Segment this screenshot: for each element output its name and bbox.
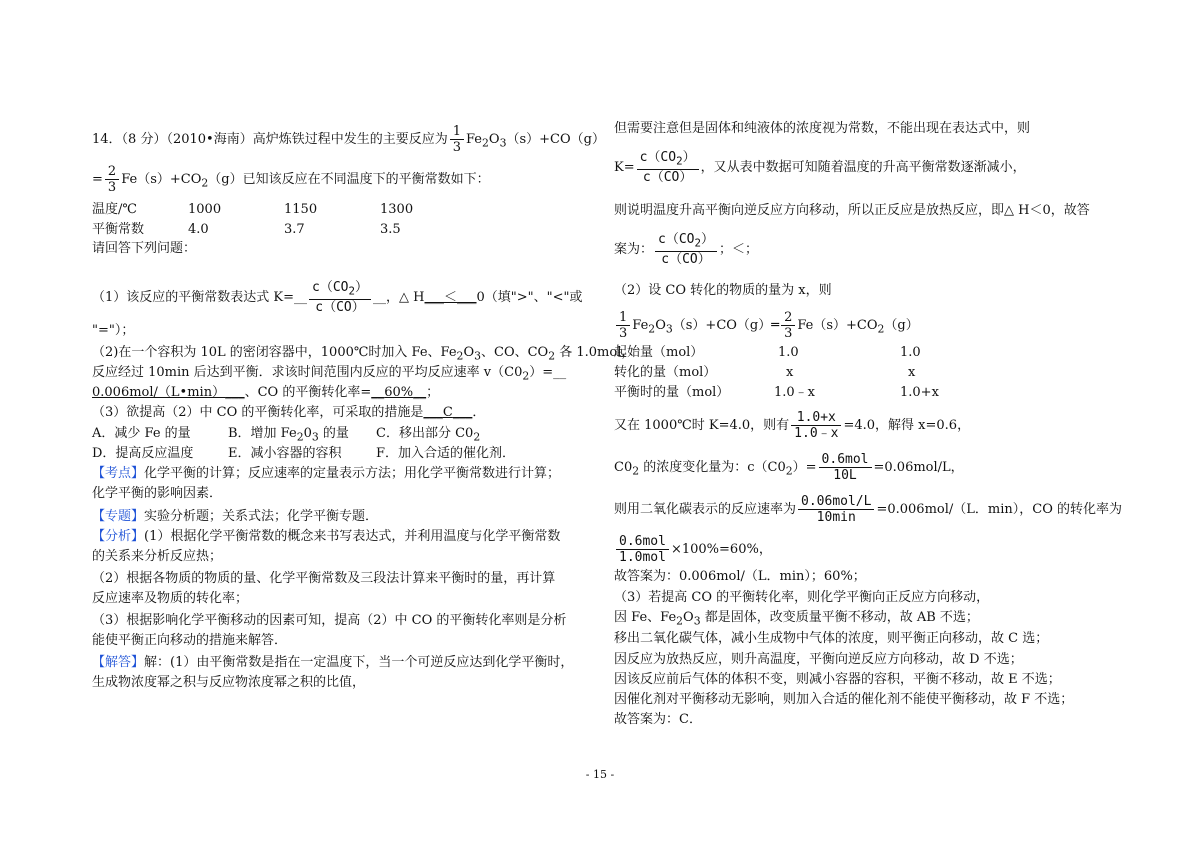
zhuanti-tag: 【专题】 bbox=[92, 509, 145, 524]
jieda-line-2: 生成物浓度幂之积与反应物浓度幂之积的比值， bbox=[92, 675, 366, 690]
concentration-fraction: $\frac{\text{0.6mol}}{10L}$ bbox=[819, 452, 872, 483]
k-ratio-fraction: $\frac{1.0+x}{1.0﹣x}$ bbox=[791, 410, 841, 441]
fenxi-line-1: 【分析】(1）根据化学平衡常数的概念来书写表达式，并利用温度与化学平衡常数 bbox=[92, 529, 561, 544]
part2-line-2: 反应经过 10min 后达到平衡．求该时间范围内反应的平均反应速率 $v(C0_2)=\_\_$ bbox=[92, 365, 567, 383]
part1-line-2: "="）； bbox=[92, 323, 135, 338]
jieda-line-1: 【解答】解：(1）由平衡常数是指在一定温度下，当一个可逆反应达到化学平衡时， bbox=[92, 655, 574, 670]
answer-line-5: （2）设 CO 转化的物质的量为 x，则 bbox=[614, 283, 832, 298]
rate-line: 则用二氧化碳表示的反应速率为 $\frac{\text{0.06mol/L}}{10\min}$ =0.006mol/（L．min），CO 的转化率为 bbox=[614, 494, 1122, 525]
answer-line-3: 则说明温度升高平衡向逆反应方向移动，所以正反应是放热反应，即△ H＜0，故答 bbox=[614, 203, 1090, 218]
reaction-equation: $\frac{1}{3}$ $Fe_2O_3(s)+CO(g)═$ $\frac{2}{3}$ $Fe(s)+CO_2(g)$ bbox=[614, 310, 919, 341]
answer-line-4: 案为： $\frac{c(CO_2)}{c(CO)}$ ；＜； bbox=[614, 232, 759, 267]
answer-line-1: 但需要注意但是固体和纯液体的浓度视为常数，不能出现在表达式中，则 bbox=[614, 121, 1031, 136]
fraction-two-thirds: $\frac{2}{3}$ bbox=[105, 164, 119, 195]
rate-fraction: $\frac{\text{0.06mol/L}}{10\min}$ bbox=[798, 494, 874, 525]
k-expression-final: $\frac{c(CO_2)}{c(CO)}$ bbox=[655, 232, 717, 267]
answer-line-14: 移出二氧化碳气体，减小生成物中气体的浓度，则平衡正向移动，故 C 选； bbox=[614, 631, 1049, 646]
question-line-2: = $\frac{2}{3}$ $Fe(s)+CO_2(g)$已知该反应在不同温度下的平衡常数如下： bbox=[92, 164, 490, 195]
conversion-line: $\frac{\text{0.6mol}}{\text{1.0mol}}$ ×100%=60%， bbox=[614, 534, 772, 565]
part3-line: （3）欲提高（2）中 CO 的平衡转化率，可采取的措施是___C___． bbox=[92, 405, 486, 420]
answer-line-15: 因反应为放热反应，则升高温度，平衡向逆反应方向移动，故 D 不选； bbox=[614, 652, 1023, 667]
fenxi-line-6: 能使平衡正向移动的措施来解答． bbox=[92, 633, 288, 648]
answer-line-13: 因 Fe、$Fe_2O_3$ 都是固体，改变质量平衡不移动，故 AB 不选； bbox=[614, 610, 979, 628]
question-line-1: 14．（8 分）（2010•海南）高炉炼铁过程中发生的主要反应为 $\frac{1}{3}$ $Fe_2O_3(s)+CO(g)$ bbox=[92, 124, 605, 155]
answer-line-12: （3）若提高 CO 的平衡转化率，则化学平衡向正反应方向移动， bbox=[614, 590, 990, 605]
fenxi-line-3: （2）根据各物质的物质的量、化学平衡常数及三段法计算来平衡时的量，再计算 bbox=[92, 571, 556, 586]
document-page: 14．（8 分）（2010•海南）高炉炼铁过程中发生的主要反应为 $\frac{1}{3}$ $Fe_2O_3(s)+CO(g)$ = $\frac{2}{3}$ $Fe(s)+CO_2(g)$已知该反应在不同温度下的平衡常数如下： 温度/℃ 1000 1150 1300 平衡常数 4.0 3.7 3.5 请回答下列问题： （1）该反应的平衡常数表达式 K=__ $\frac{c(CO_2)}{c(CO)}$ __，△ H___＜___0（填">"、"<"或 "="）； （2)在一个容积为 10L 的密闭容器中，1000℃时加入 Fe、$Fe_2O_3$、CO、$CO_2$ 各 1.0mol， 反应经过 10min 后达到平衡．求该时间范围内反应的平均反应速率 $v(C0_2)=\_\_$ 0.006mol/（L•min）___、CO 的平衡转化率=__60%__； （3）欲提高（2）中 CO 的平衡转化率，可采取的措施是___C___． A．减少 Fe 的量 B．增加 $Fe_20_3$ 的量 C．移出部分 $C0_2$ D．提高反应温度 E．减小容器的容积 F．加入合适的催化剂． 【考点】化学平衡的计算；反应速率的定量表示方法；用化学平衡常数进行计算； 化学平衡的影响因素． 【专题】实验分析题；关系式法；化学平衡专题． 【分析】(1）根据化学平衡常数的概念来书写表达式，并利用温度与化学平衡常数 的关系来分析反应热； （2）根据各物质的物质的量、化学平衡常数及三段法计算来平衡时的量，再计算 反应速率及物质的转化率； （3）根据影响化学平衡移动的因素可知，提高（2）中 CO 的平衡转化率则是分析 能使平衡正向移动的措施来解答． 【解答】解：(1）由平衡常数是指在一定温度下，当一个可逆反应达到化学平衡时， 生成物浓度幂之积与反应物浓度幂之积的比值， 但需要注意但是固体和纯液体的浓度视为常数，不能出现在表达式中，则 K= $\frac{c(CO_2)}{c(CO)}$ ，又从表中数据可知随着温度的升高平衡常数逐渐减小， 则说明温度升高平衡向逆反应方向移动，所以正反应是放热反应，即△ H＜0，故答 案为： $\frac{c(CO_2)}{c(CO)}$ ；＜； （2）设 CO 转化的物质的量为 x，则 $\frac{1}{3}$ $Fe_2O_3(s)+CO(g)═$ $\frac{2}{3}$ $Fe(s)+CO_2(g)$ 起始量（mol） 1.0 1.0 转化的量（mol） x x 平衡时的量（mol） 1.0﹣x 1.0+x 又在 1000℃时 K=4.0，则有 $\frac{1.0+x}{1.0﹣x}$ =4.0，解得 x=0.6， $C0_2$ 的浓度变化量为：$c(C0_2)=$ $\frac{\text{0.6mol}}{10L}$ =0.06mol/L， 则用二氧化碳表示的反应速率为 $\frac{\text{0.06mol/L}}{10\min}$ =0.006mol/（L．min），CO 的转化率为 $\frac{\text{0.6mol}}{\text{1.0mol}}$ ×100%=60%， 故答案为：0.006mol/（L．min）；60%； （3）若提高 CO 的平衡转化率，则化学平衡向正反应方向移动， 因 Fe、$Fe_2O_3$ 都是固体，改变质量平衡不移动，故 AB 不选； 移出二氧化碳气体，减小生成物中气体的浓度，则平衡正向移动，故 C 选； 因反应为放热反应，则升高温度，平衡向逆反应方向移动，故 D 不选； 因该反应前后气体的体积不变，则减小容器的容积，平衡不移动，故 E 不选； 因催化剂对平衡移动无影响，则加入合适的催化剂不能使平衡移动，故 F 不选； 故答案为：C． - 15 - bbox=[0, 0, 1200, 849]
zhuanti-line: 【专题】实验分析题；关系式法；化学平衡专题． bbox=[92, 509, 379, 524]
k-equation-line: 又在 1000℃时 K=4.0，则有 $\frac{1.0+x}{1.0﹣x}$ =4.0，解得 x=0.6， bbox=[614, 410, 971, 441]
fenxi-line-2: 的关系来分析反应热； bbox=[92, 549, 223, 564]
fenxi-tag: 【分析】 bbox=[92, 529, 145, 544]
kaodian-line-2: 化学平衡的影响因素． bbox=[92, 486, 223, 501]
answer-line-16: 因该反应前后气体的体积不变，则减小容器的容积，平衡不移动，故 E 不选； bbox=[614, 672, 1061, 687]
page-number: - 15 - bbox=[585, 768, 615, 781]
answer-line-11: 故答案为：0.006mol/（L．min）；60%； bbox=[614, 569, 866, 584]
part2-line-3: 0.006mol/（L•min）___、CO 的平衡转化率=__60%__； bbox=[92, 385, 440, 400]
ask-line: 请回答下列问题： bbox=[92, 241, 197, 256]
kaodian-tag: 【考点】 bbox=[92, 466, 145, 481]
conversion-fraction: $\frac{\text{0.6mol}}{\text{1.0mol}}$ bbox=[616, 534, 669, 565]
concentration-line: $C0_2$ 的浓度变化量为：$c(C0_2)=$ $\frac{\text{0.6mol}}{10L}$ =0.06mol/L， bbox=[614, 452, 964, 483]
jieda-tag: 【解答】 bbox=[92, 655, 145, 670]
k-expression-answer: $\frac{c(CO_2)}{c(CO)}$ bbox=[637, 150, 699, 185]
answer-line-18: 故答案为：C． bbox=[614, 712, 702, 727]
kaodian-line-1: 【考点】化学平衡的计算；反应速率的定量表示方法；用化学平衡常数进行计算； bbox=[92, 466, 561, 481]
fraction-one-third-answer: $\frac{1}{3}$ bbox=[616, 310, 630, 341]
fenxi-line-4: 反应速率及物质的转化率； bbox=[92, 591, 249, 606]
part1-line: （1）该反应的平衡常数表达式 K=__ $\frac{c(CO_2)}{c(CO)}$ __，△ H___＜___0（填">"、"<"或 bbox=[92, 280, 583, 315]
fraction-one-third: $\frac{1}{3}$ bbox=[450, 124, 464, 155]
answer-line-17: 因催化剂对平衡移动无影响，则加入合适的催化剂不能使平衡移动，故 F 不选； bbox=[614, 692, 1074, 707]
fenxi-line-5: （3）根据影响化学平衡移动的因素可知，提高（2）中 CO 的平衡转化率则是分析 bbox=[92, 613, 567, 628]
part2-line-1: （2)在一个容积为 10L 的密闭容器中，1000℃时加入 Fe、$Fe_2O_3$、CO、$CO_2$ 各 1.0mol， bbox=[92, 345, 635, 363]
answer-k-line: K= $\frac{c(CO_2)}{c(CO)}$ ，又从表中数据可知随着温度的升高平衡常数逐渐减小， bbox=[614, 150, 1026, 185]
fraction-two-thirds-answer: $\frac{2}{3}$ bbox=[781, 310, 795, 341]
k-expression: $\frac{c(CO_2)}{c(CO)}$ bbox=[309, 280, 371, 315]
